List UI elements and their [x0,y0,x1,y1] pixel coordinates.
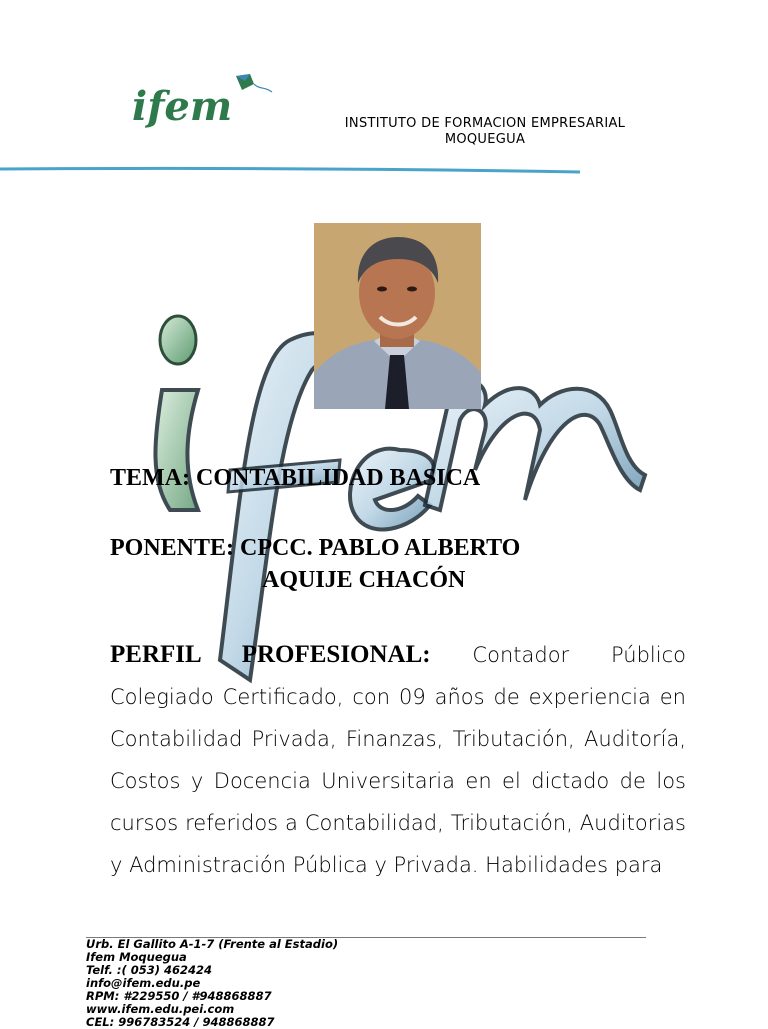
document-body [110,462,686,886]
speaker-line-1: PONENTE: CPCC. PABLO ALBERTO [110,535,521,561]
footer-org: Ifem Moquegua [86,950,187,964]
ifem-logo [128,68,278,144]
speaker-line-2: AQUIJE CHACÓN [262,567,466,593]
profile-paragraph [110,634,686,886]
speaker-photo [314,223,481,409]
institute-line-1: INSTITUTO DE FORMACION EMPRESARIAL [344,116,626,131]
footer-phone: Telf. :( 053) 462424 [86,963,212,977]
footer-cell: CEL: 996783524 / 948868887 [86,1015,275,1029]
footer-website: www.ifem.edu.pei.com [86,1002,235,1016]
topic-heading: TEMA: CONTABILIDAD BASICA [110,465,481,491]
footer-address: Urb. El Gallito A-1-7 (Frente al Estadio) [86,937,339,951]
speaker-portrait [314,223,481,409]
footer-contact [86,938,686,1029]
speaker-heading [110,532,686,596]
footer-email: info@ifem.edu.pe [86,976,201,990]
institute-name [300,116,670,148]
profile-label: PERFIL PROFESIONAL: [110,641,431,668]
header-divider [0,166,580,174]
profile-text: Contador Público Colegiado Certificado, con 09 años de experiencia en Contabilidad Privada, Finanzas, Tributación, Auditoría, Costos y Docencia Universitaria en el dictado de los cursos referidos a Contabilidad, Tributación, Auditorias y Administración Pública y Privada. Habilidades para [110,643,686,877]
institute-line-2: MOQUEGUA [444,132,526,147]
footer-rpm: RPM: #229550 / #948868887 [86,989,272,1003]
kite-icon [236,74,272,92]
logo-wordmark: ifem [132,83,233,130]
